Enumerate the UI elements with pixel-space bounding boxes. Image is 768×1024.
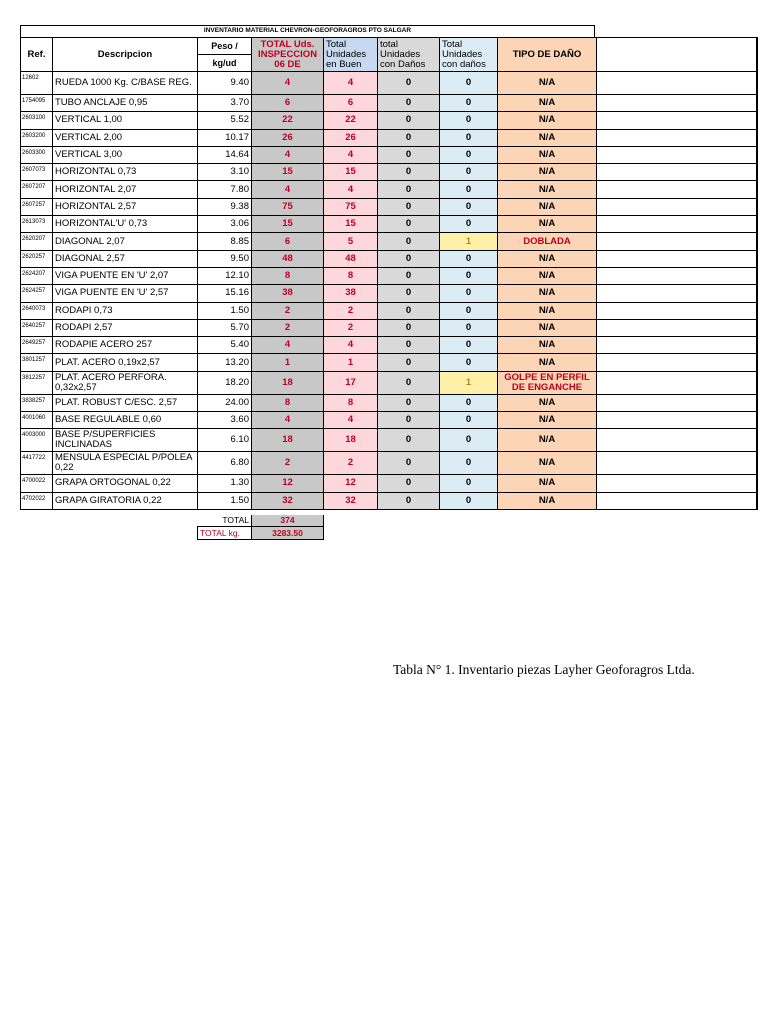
cell-blank xyxy=(597,216,757,233)
total-value: 374 xyxy=(252,515,324,527)
cell-peso: 7.80 xyxy=(198,181,252,198)
cell-danos-2: 0 xyxy=(440,198,498,215)
cell-blank xyxy=(597,164,757,181)
cell-descripcion: BASE REGULABLE 0,60 xyxy=(53,412,198,429)
cell-ref: 2607207 xyxy=(21,181,53,198)
cell-descripcion: PLAT. ROBUST C/ESC. 2,57 xyxy=(53,394,198,411)
header-ref: Ref. xyxy=(21,38,53,72)
cell-peso: 12.10 xyxy=(198,267,252,284)
cell-danos-2: 0 xyxy=(440,412,498,429)
cell-ref: 1754095 xyxy=(21,95,53,112)
cell-danos-2: 0 xyxy=(440,354,498,371)
cell-tipo-dano: N/A xyxy=(498,492,597,509)
cell-blank xyxy=(597,371,757,394)
cell-danos-1: 0 xyxy=(378,492,440,509)
cell-blank xyxy=(597,319,757,336)
cell-descripcion: VERTICAL 1,00 xyxy=(53,112,198,129)
cell-descripcion: HORIZONTAL 0,73 xyxy=(53,164,198,181)
cell-danos-2: 0 xyxy=(440,337,498,354)
cell-total: 4 xyxy=(252,72,324,95)
header-peso-unit: kg/ud xyxy=(198,55,252,72)
cell-ref: 2624257 xyxy=(21,285,53,302)
cell-blank xyxy=(597,233,757,250)
cell-danos-1: 0 xyxy=(378,198,440,215)
cell-peso: 24.00 xyxy=(198,394,252,411)
cell-danos-2: 0 xyxy=(440,216,498,233)
cell-danos-2: 0 xyxy=(440,475,498,492)
cell-tipo-dano: N/A xyxy=(498,337,597,354)
header-descripcion: Descripcion xyxy=(53,38,198,72)
cell-ref: 4700022 xyxy=(21,475,53,492)
cell-danos-1: 0 xyxy=(378,164,440,181)
cell-total: 6 xyxy=(252,233,324,250)
cell-tipo-dano: N/A xyxy=(498,285,597,302)
cell-blank xyxy=(597,198,757,215)
cell-buen: 17 xyxy=(324,371,378,394)
cell-peso: 5.40 xyxy=(198,337,252,354)
table-row xyxy=(21,394,757,411)
totals-table xyxy=(197,515,324,540)
cell-buen: 4 xyxy=(324,337,378,354)
cell-descripcion: GRAPA GIRATORIA 0,22 xyxy=(53,492,198,509)
cell-buen: 6 xyxy=(324,95,378,112)
cell-danos-2: 0 xyxy=(440,129,498,146)
cell-total: 4 xyxy=(252,181,324,198)
cell-ref: 2607073 xyxy=(21,164,53,181)
cell-danos-1: 0 xyxy=(378,146,440,163)
cell-buen: 8 xyxy=(324,267,378,284)
cell-danos-1: 0 xyxy=(378,337,440,354)
cell-blank xyxy=(597,394,757,411)
cell-buen: 5 xyxy=(324,233,378,250)
cell-danos-1: 0 xyxy=(378,475,440,492)
cell-ref: 2620257 xyxy=(21,250,53,267)
cell-total: 8 xyxy=(252,267,324,284)
cell-tipo-dano: N/A xyxy=(498,164,597,181)
cell-tipo-dano: GOLPE EN PERFIL DE ENGANCHE xyxy=(498,371,597,394)
cell-ref: 2603100 xyxy=(21,112,53,129)
cell-danos-1: 0 xyxy=(378,129,440,146)
cell-danos-2: 0 xyxy=(440,146,498,163)
cell-tipo-dano: N/A xyxy=(498,302,597,319)
cell-buen: 4 xyxy=(324,72,378,95)
cell-descripcion: VIGA PUENTE EN 'U' 2,07 xyxy=(53,267,198,284)
cell-tipo-dano: N/A xyxy=(498,429,597,452)
header-total-uds: TOTAL Uds. INSPECCION 06 DE xyxy=(252,38,324,72)
header-danos-2: Total Unidades con daños xyxy=(440,38,498,72)
cell-buen: 1 xyxy=(324,354,378,371)
table-row xyxy=(21,95,757,112)
cell-buen: 2 xyxy=(324,452,378,475)
cell-descripcion: VERTICAL 3,00 xyxy=(53,146,198,163)
cell-total: 4 xyxy=(252,146,324,163)
cell-danos-2: 1 xyxy=(440,371,498,394)
cell-peso: 10.17 xyxy=(198,129,252,146)
cell-blank xyxy=(597,146,757,163)
table-row xyxy=(21,181,757,198)
cell-peso: 3.10 xyxy=(198,164,252,181)
cell-tipo-dano: N/A xyxy=(498,319,597,336)
cell-danos-2: 0 xyxy=(440,112,498,129)
cell-buen: 18 xyxy=(324,429,378,452)
cell-ref: 2624207 xyxy=(21,267,53,284)
cell-tipo-dano: N/A xyxy=(498,250,597,267)
table-caption: Tabla N° 1. Inventario piezas Layher Geoforagros Ltda. xyxy=(393,662,695,677)
cell-total: 32 xyxy=(252,492,324,509)
cell-blank xyxy=(597,412,757,429)
cell-total: 18 xyxy=(252,371,324,394)
cell-descripcion: RUEDA 1000 Kg. C/BASE REG. xyxy=(53,72,198,95)
cell-ref: 2649257 xyxy=(21,337,53,354)
cell-danos-1: 0 xyxy=(378,429,440,452)
cell-buen: 2 xyxy=(324,319,378,336)
cell-descripcion: RODAPIE ACERO 257 xyxy=(53,337,198,354)
header-tipo-dano: TIPO DE DAÑO xyxy=(498,38,597,72)
cell-danos-1: 0 xyxy=(378,302,440,319)
cell-descripcion: MENSULA ESPECIAL P/POLEA 0,22 xyxy=(53,452,198,475)
cell-descripcion: GRAPA ORTOGONAL 0,22 xyxy=(53,475,198,492)
cell-descripcion: VERTICAL 2,00 xyxy=(53,129,198,146)
cell-descripcion: RODAPI 0,73 xyxy=(53,302,198,319)
cell-blank xyxy=(597,112,757,129)
cell-danos-2: 0 xyxy=(440,452,498,475)
cell-descripcion: VIGA PUENTE EN 'U' 2,57 xyxy=(53,285,198,302)
sheet-title: INVENTARIO MATERIAL CHEVRON-GEOFORAGROS PTO SALGAR xyxy=(20,25,595,37)
table-row xyxy=(21,233,757,250)
cell-blank xyxy=(597,129,757,146)
total-kg-value: 3283.50 xyxy=(252,527,324,540)
cell-danos-1: 0 xyxy=(378,412,440,429)
cell-blank xyxy=(597,337,757,354)
table-row xyxy=(21,216,757,233)
cell-peso: 9.38 xyxy=(198,198,252,215)
cell-danos-2: 0 xyxy=(440,302,498,319)
cell-peso: 5.52 xyxy=(198,112,252,129)
cell-danos-2: 0 xyxy=(440,285,498,302)
cell-ref: 4702022 xyxy=(21,492,53,509)
cell-danos-2: 0 xyxy=(440,267,498,284)
cell-descripcion: PLAT. ACERO 0,19x2,57 xyxy=(53,354,198,371)
cell-peso: 1.50 xyxy=(198,302,252,319)
cell-danos-1: 0 xyxy=(378,371,440,394)
cell-peso: 1.30 xyxy=(198,475,252,492)
cell-buen: 4 xyxy=(324,181,378,198)
cell-tipo-dano: N/A xyxy=(498,112,597,129)
cell-buen: 48 xyxy=(324,250,378,267)
cell-buen: 75 xyxy=(324,198,378,215)
cell-blank xyxy=(597,492,757,509)
cell-buen: 38 xyxy=(324,285,378,302)
cell-total: 1 xyxy=(252,354,324,371)
cell-danos-1: 0 xyxy=(378,285,440,302)
table-row xyxy=(21,354,757,371)
cell-buen: 12 xyxy=(324,475,378,492)
cell-ref: 2613073 xyxy=(21,216,53,233)
cell-tipo-dano: N/A xyxy=(498,412,597,429)
table-row xyxy=(21,452,757,475)
cell-danos-2: 0 xyxy=(440,394,498,411)
cell-danos-2: 0 xyxy=(440,72,498,95)
cell-ref: 3812257 xyxy=(21,371,53,394)
cell-danos-2: 0 xyxy=(440,181,498,198)
cell-danos-2: 0 xyxy=(440,429,498,452)
cell-descripcion: DIAGONAL 2,57 xyxy=(53,250,198,267)
cell-tipo-dano: N/A xyxy=(498,72,597,95)
cell-total: 4 xyxy=(252,337,324,354)
cell-descripcion: TUBO ANCLAJE 0,95 xyxy=(53,95,198,112)
cell-buen: 26 xyxy=(324,129,378,146)
cell-blank xyxy=(597,475,757,492)
cell-total: 75 xyxy=(252,198,324,215)
cell-tipo-dano: N/A xyxy=(498,394,597,411)
table-row xyxy=(21,267,757,284)
cell-descripcion: DIAGONAL 2,07 xyxy=(53,233,198,250)
cell-tipo-dano: N/A xyxy=(498,198,597,215)
table-row xyxy=(21,112,757,129)
cell-total: 2 xyxy=(252,302,324,319)
header-peso: Peso / xyxy=(198,38,252,55)
cell-descripcion: PLAT. ACERO PERFORA. 0,32x2,57 xyxy=(53,371,198,394)
cell-descripcion: RODAPI 2,57 xyxy=(53,319,198,336)
cell-total: 12 xyxy=(252,475,324,492)
cell-blank xyxy=(597,354,757,371)
table-row xyxy=(21,198,757,215)
cell-total: 2 xyxy=(252,319,324,336)
cell-descripcion: BASE P/SUPERFICIES INCLINADAS xyxy=(53,429,198,452)
cell-peso: 8.85 xyxy=(198,233,252,250)
cell-blank xyxy=(597,72,757,95)
inventory-table xyxy=(20,37,758,510)
cell-tipo-dano: N/A xyxy=(498,354,597,371)
cell-blank xyxy=(597,95,757,112)
header-blank-cell xyxy=(597,38,757,72)
cell-buen: 15 xyxy=(324,164,378,181)
table-row xyxy=(21,72,757,95)
total-label: TOTAL xyxy=(222,515,249,525)
table-row xyxy=(21,285,757,302)
cell-danos-1: 0 xyxy=(378,216,440,233)
cell-buen: 4 xyxy=(324,146,378,163)
table-row xyxy=(21,129,757,146)
total-kg-label: TOTAL kg. xyxy=(198,527,252,540)
table-row xyxy=(21,146,757,163)
cell-ref: 12602 xyxy=(21,72,53,95)
cell-peso: 5.70 xyxy=(198,319,252,336)
cell-total: 15 xyxy=(252,216,324,233)
cell-ref: 2603200 xyxy=(21,129,53,146)
cell-tipo-dano: N/A xyxy=(498,475,597,492)
cell-tipo-dano: N/A xyxy=(498,95,597,112)
cell-buen: 32 xyxy=(324,492,378,509)
cell-buen: 8 xyxy=(324,394,378,411)
cell-danos-2: 1 xyxy=(440,233,498,250)
cell-blank xyxy=(597,429,757,452)
cell-tipo-dano: N/A xyxy=(498,146,597,163)
cell-peso: 3.70 xyxy=(198,95,252,112)
cell-ref: 2607257 xyxy=(21,198,53,215)
cell-descripcion: HORIZONTAL 2,07 xyxy=(53,181,198,198)
cell-danos-2: 0 xyxy=(440,95,498,112)
table-row xyxy=(21,492,757,509)
cell-danos-1: 0 xyxy=(378,250,440,267)
cell-danos-1: 0 xyxy=(378,233,440,250)
cell-total: 8 xyxy=(252,394,324,411)
cell-peso: 15.16 xyxy=(198,285,252,302)
cell-danos-1: 0 xyxy=(378,452,440,475)
cell-ref: 3801257 xyxy=(21,354,53,371)
cell-danos-1: 0 xyxy=(378,112,440,129)
table-row xyxy=(21,371,757,394)
cell-buen: 2 xyxy=(324,302,378,319)
table-row xyxy=(21,250,757,267)
cell-danos-2: 0 xyxy=(440,492,498,509)
cell-total: 2 xyxy=(252,452,324,475)
table-row xyxy=(21,164,757,181)
cell-tipo-dano: N/A xyxy=(498,181,597,198)
cell-peso: 6.80 xyxy=(198,452,252,475)
cell-tipo-dano: N/A xyxy=(498,129,597,146)
cell-total: 18 xyxy=(252,429,324,452)
cell-total: 4 xyxy=(252,412,324,429)
cell-total: 15 xyxy=(252,164,324,181)
cell-danos-1: 0 xyxy=(378,181,440,198)
cell-descripcion: HORIZONTAL 2,57 xyxy=(53,198,198,215)
cell-danos-1: 0 xyxy=(378,354,440,371)
cell-tipo-dano: DOBLADA xyxy=(498,233,597,250)
cell-peso: 14.64 xyxy=(198,146,252,163)
table-row xyxy=(21,319,757,336)
table-row xyxy=(21,475,757,492)
table-row xyxy=(21,412,757,429)
cell-peso: 1.50 xyxy=(198,492,252,509)
table-row xyxy=(21,429,757,452)
cell-peso: 9.40 xyxy=(198,72,252,95)
cell-blank xyxy=(597,302,757,319)
cell-peso: 3.06 xyxy=(198,216,252,233)
cell-blank xyxy=(597,452,757,475)
cell-blank xyxy=(597,250,757,267)
cell-tipo-dano: N/A xyxy=(498,216,597,233)
cell-peso: 6.10 xyxy=(198,429,252,452)
cell-ref: 2603300 xyxy=(21,146,53,163)
cell-blank xyxy=(597,267,757,284)
table-row xyxy=(21,337,757,354)
cell-blank xyxy=(597,181,757,198)
cell-total: 48 xyxy=(252,250,324,267)
cell-ref: 4003000 xyxy=(21,429,53,452)
cell-ref: 3838257 xyxy=(21,394,53,411)
cell-danos-2: 0 xyxy=(440,319,498,336)
cell-buen: 15 xyxy=(324,216,378,233)
cell-danos-1: 0 xyxy=(378,72,440,95)
cell-danos-1: 0 xyxy=(378,95,440,112)
cell-danos-2: 0 xyxy=(440,250,498,267)
cell-danos-1: 0 xyxy=(378,319,440,336)
cell-ref: 2620207 xyxy=(21,233,53,250)
cell-peso: 13.20 xyxy=(198,354,252,371)
cell-danos-2: 0 xyxy=(440,164,498,181)
header-danos-1: total Unidades con Daños xyxy=(378,38,440,72)
table-row xyxy=(21,302,757,319)
cell-danos-1: 0 xyxy=(378,267,440,284)
header-buen: Total Unidades en Buen xyxy=(324,38,378,72)
cell-buen: 22 xyxy=(324,112,378,129)
cell-total: 26 xyxy=(252,129,324,146)
cell-total: 38 xyxy=(252,285,324,302)
cell-danos-1: 0 xyxy=(378,394,440,411)
cell-buen: 4 xyxy=(324,412,378,429)
cell-peso: 9.50 xyxy=(198,250,252,267)
cell-blank xyxy=(597,285,757,302)
cell-ref: 2640257 xyxy=(21,319,53,336)
cell-ref: 4417722 xyxy=(21,452,53,475)
cell-ref: 4001060 xyxy=(21,412,53,429)
cell-peso: 18.20 xyxy=(198,371,252,394)
cell-descripcion: HORIZONTAL'U' 0,73 xyxy=(53,216,198,233)
cell-total: 22 xyxy=(252,112,324,129)
cell-ref: 2640073 xyxy=(21,302,53,319)
cell-tipo-dano: N/A xyxy=(498,452,597,475)
cell-peso: 3.60 xyxy=(198,412,252,429)
cell-tipo-dano: N/A xyxy=(498,267,597,284)
cell-total: 6 xyxy=(252,95,324,112)
